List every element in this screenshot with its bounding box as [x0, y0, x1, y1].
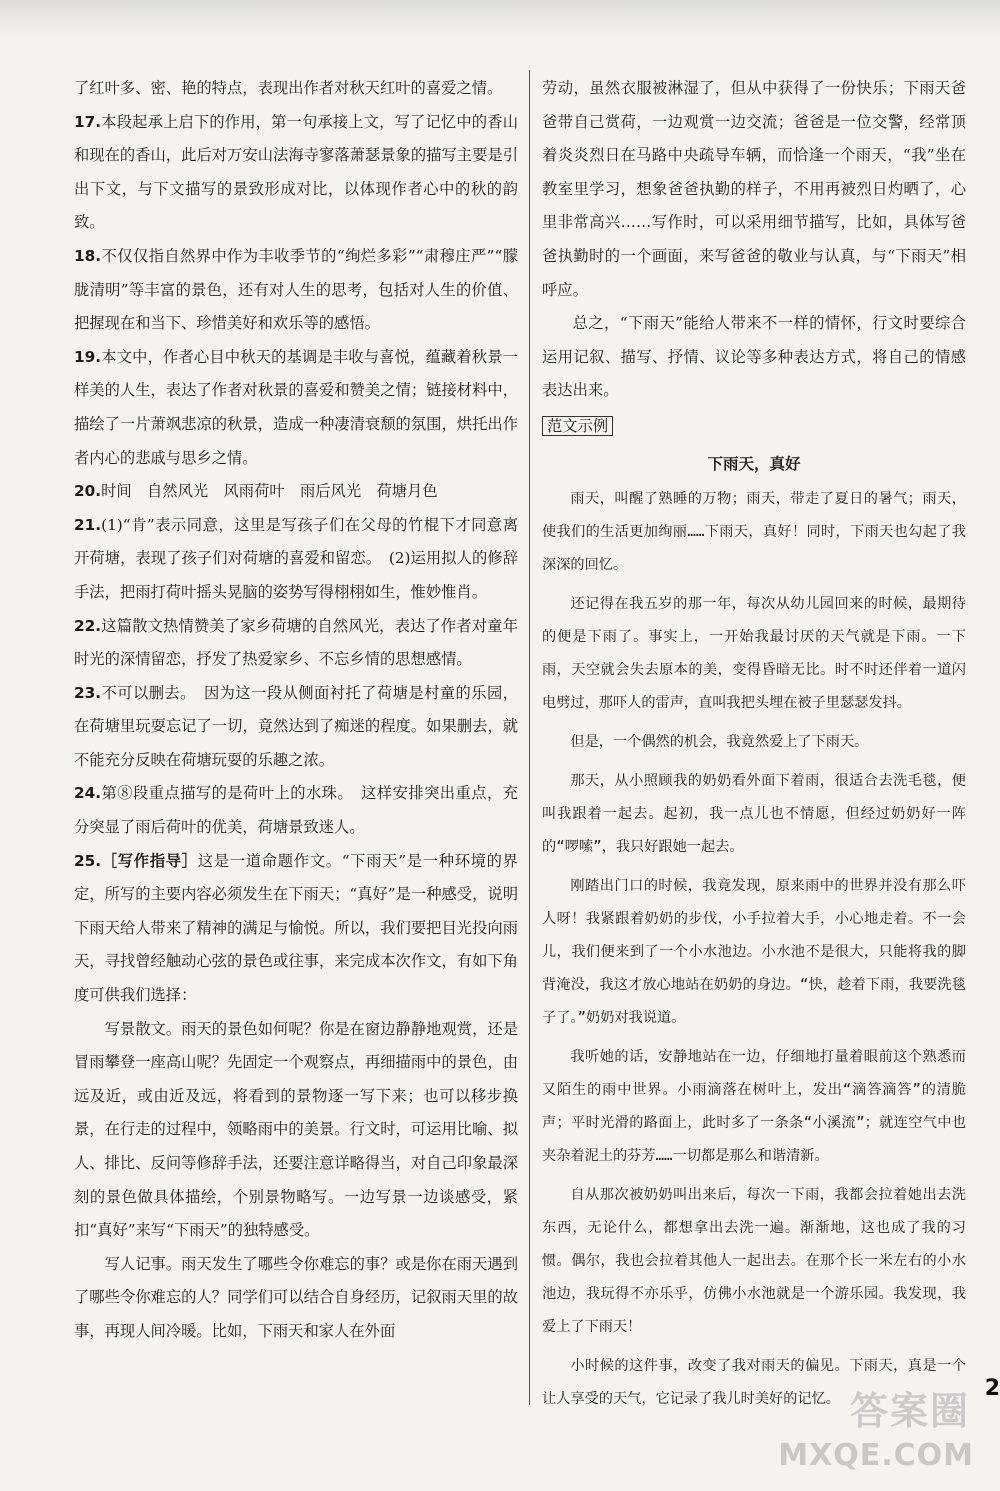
guide-paragraph-scenery: 写景散文。雨天的景色如何呢？你是在窗边静静地观赏，还是冒雨攀登一座高山呢？先固定一个观察点，再细描雨中的景色，由远及近，或由近及远，将看到的景物逐一写下来；也可以移步换景，在行走的过程中，领略雨中的美景。行文时，可运用比喻、拟人、排比、反问等修辞手法，还要注意详略得当，对自己印象最深刻的景色做具体描绘，个别景物略写。一边写景一边谈感受，紧扣“真好”来写“下雨天”的独特感受。 — [74, 1019, 518, 1240]
answer-20 — [74, 475, 518, 509]
guide-summary-paragraph: 总之，“下雨天”能给人带来不一样的情怀，行文时要综合运用记叙、描写、抒情、议论等多种表达方式，将自己的情感表达出来。 — [542, 314, 966, 400]
sample-essay — [542, 483, 966, 1416]
answer-text: 不仅仅指自然界中作为丰收季节的“绚烂多彩”“肃穆庄严”“朦胧清明”等丰富的景色，还有对人生的思考，包括对人生的价值、把握现在和当下、珍惜美好和欢乐等的感悟。 — [74, 246, 518, 333]
left-column — [74, 72, 518, 1349]
answer-text: 这是一道命题作文。“下雨天”是一种环境的界定，所写的主要内容必须发生在下雨天；“真好”是一种感受，说明下雨天给人带来了精神的满足与愉悦。所以，我们要把目光投向雨天，寻找曾经触动心弦的景色或往事，来完成本次作文，有如下角度可供我们选择： — [74, 851, 518, 1005]
answer-text: 本段起承上启下的作用，第一句承接上文，写了记忆中的香山和现在的香山，此后对万安山法海寺寥落萧瑟景象的描写主要是引出下文，与下文描写的景致形成对比，以体现作者心中的秋的韵致。 — [74, 112, 518, 232]
answer-number: 25. — [74, 851, 102, 870]
answer-18 — [74, 240, 518, 341]
answer-text: 第⑧段重点描写的是荷叶上的水珠。 这样安排突出重点，充分突显了雨后荷叶的优美，荷塘景致迷人。 — [74, 784, 518, 837]
answer-17 — [74, 106, 518, 240]
watermark-url: MXQE.COM — [778, 1438, 974, 1473]
essay-paragraph: 小时候的这件事，改变了我对雨天的偏见。下雨天，真是一个让人享受的天气，它记录了我儿时美好的记忆。 — [542, 1358, 966, 1408]
essay-paragraph: 自从那次被奶奶叫出来后，每次一下雨，我都会拉着她出去洗东西，无论什么，都想拿出去洗一遍。渐渐地，这也成了我的习惯。偶尔，我也会拉着其他人一起出去。在那个长一米左右的小水池边，我玩得不亦乐乎，仿佛小水池就是一个游乐园。我发现，我爱上了下雨天！ — [542, 1187, 966, 1336]
answer-number: 24. — [74, 784, 102, 803]
guide-paragraph-narrative: 写人记事。雨天发生了哪些令你难忘的事？或是你在雨天遇到了哪些令你难忘的人？同学们可以结合自身经历，记叙雨天里的故事，再现人间冷暖。比如，下雨天和家人在外面 — [74, 1254, 518, 1340]
essay-paragraph: 刚踏出门口的时候，我竟发现，原来雨中的世界并没有那么吓人呀！我紧跟着奶奶的步伐，小手拉着大手，小心地走着。不一会儿，我们便来到了一个小水池边。小水池不是很大，只能将我的脚背淹没，我这才放心地站在奶奶的身边。“快，趁着下雨，我要洗毯子了。”奶奶对我说道。 — [542, 878, 966, 1027]
answer-19 — [74, 341, 518, 475]
answer-24 — [74, 777, 518, 844]
answer-text: 本文中，作者心目中秋天的基调是丰收与喜悦，蕴藏着秋景一样美的人生，表达了作者对秋景的喜爱和赞美之情；链接材料中，描绘了一片萧飒悲凉的秋景，造成一种凄清衰颓的氛围，烘托出作者内心的悲戚与思乡之情。 — [74, 347, 518, 467]
answer-number: 23. — [74, 683, 102, 702]
essay-paragraph: 我听她的话，安静地站在一边，仔细地打量着眼前这个熟悉而又陌生的雨中世界。小雨滴落在树叶上，发出“滴答滴答”的清脆声；平时光滑的路面上，此时多了一条条“小溪流”；就连空气中也夹杂着泥土的芬芳……一切都是那么和谐清新。 — [542, 1049, 966, 1165]
answer-21 — [74, 509, 518, 610]
answer-text: 不可以删去。 因为这一段从侧面衬托了荷塘是村童的乐园，在荷塘里玩耍忘记了一切，竟然达到了痴迷的程度。如果删去，就不能充分反映在荷塘玩耍的乐趣之浓。 — [74, 683, 518, 769]
continued-guide-paragraph: 劳动，虽然衣服被淋湿了，但从中获得了一份快乐；下雨天爸爸带自己赏荷，一边观赏一边交流；爸爸是一位交警，经常顶着炎炎烈日在马路中央疏导车辆，而恰逢一个雨天，“我”坐在教室里学习，想象爸爸执勤的样子，不用再被烈日灼晒了，心里非常高兴……写作时，可以采用细节描写，比如，具体写爸爸执勤时的一个画面，来写爸爸的敬业与认真，与“下雨天”相呼应。 — [542, 79, 966, 299]
watermark-logo: 答案圈 — [849, 1389, 970, 1433]
answer-text: 这篇散文热情赞美了家乡荷塘的自然风光，表达了作者对童年时光的深情留恋，抒发了热爱家乡、不忘乡情的思想感情。 — [74, 616, 518, 669]
essay-title: 下雨天，真好 — [707, 454, 801, 473]
column-divider — [529, 70, 530, 1405]
essay-paragraph: 但是，一个偶然的机会，我竟然爱上了下雨天。 — [570, 734, 869, 751]
answer-number: 18. — [74, 246, 102, 265]
answer-number: 19. — [74, 347, 102, 366]
answer-25 — [74, 845, 518, 1013]
answer-number: 22. — [74, 616, 102, 635]
sample-essay-label: 范文示例 — [542, 410, 966, 444]
right-column — [542, 72, 966, 1422]
answer-23 — [74, 677, 518, 778]
answer-number: 20. — [74, 482, 102, 501]
continued-paragraph: 了红叶多、密、艳的特点，表现出作者对秋天红叶的喜爱之情。 — [74, 79, 503, 97]
essay-paragraph: 还记得在我五岁的那一年，每次从幼儿园回来的时候，最期待的便是下雨了。事实上，一开始我最讨厌的天气就是下雨。一下雨，天空就会失去原本的美，变得昏暗无比。时不时还伴着一道闪电劈过，那吓人的雷声，直叫我把头埋在被子里瑟瑟发抖。 — [542, 596, 966, 712]
page-number: 2 — [984, 1376, 1000, 1401]
answer-22 — [74, 610, 518, 677]
answer-number: 17. — [74, 112, 102, 131]
answer-number: 21. — [74, 515, 102, 534]
answer-text: 时间 自然风光 风雨荷叶 雨后风光 荷塘月色 — [101, 482, 438, 501]
essay-paragraph: 那天，从小照顾我的奶奶看外面下着雨，很适合去洗毛毯，便叫我跟着一起去。起初，我一点儿也不情愿，但经过奶奶好一阵的“啰嗦”，我只好跟她一起去。 — [542, 773, 966, 856]
essay-paragraph: 雨天，叫醒了熟睡的万物；雨天，带走了夏日的暑气；雨天，使我们的生活更加绚丽……下雨天，真好！同时，下雨天也勾起了我深深的回忆。 — [542, 491, 966, 574]
writing-guide-tag: ［写作指导］ — [101, 851, 198, 870]
page-top-shadow — [0, 0, 1000, 40]
answer-text: (1)“肯”表示同意，这里是写孩子们在父母的竹棍下才同意离开荷塘，表现了孩子们对荷塘的喜爱和留恋。 (2)运用拟人的修辞手法，把雨打荷叶摇头晃脑的姿势写得栩栩如生，惟妙惟肖。 — [74, 515, 518, 601]
